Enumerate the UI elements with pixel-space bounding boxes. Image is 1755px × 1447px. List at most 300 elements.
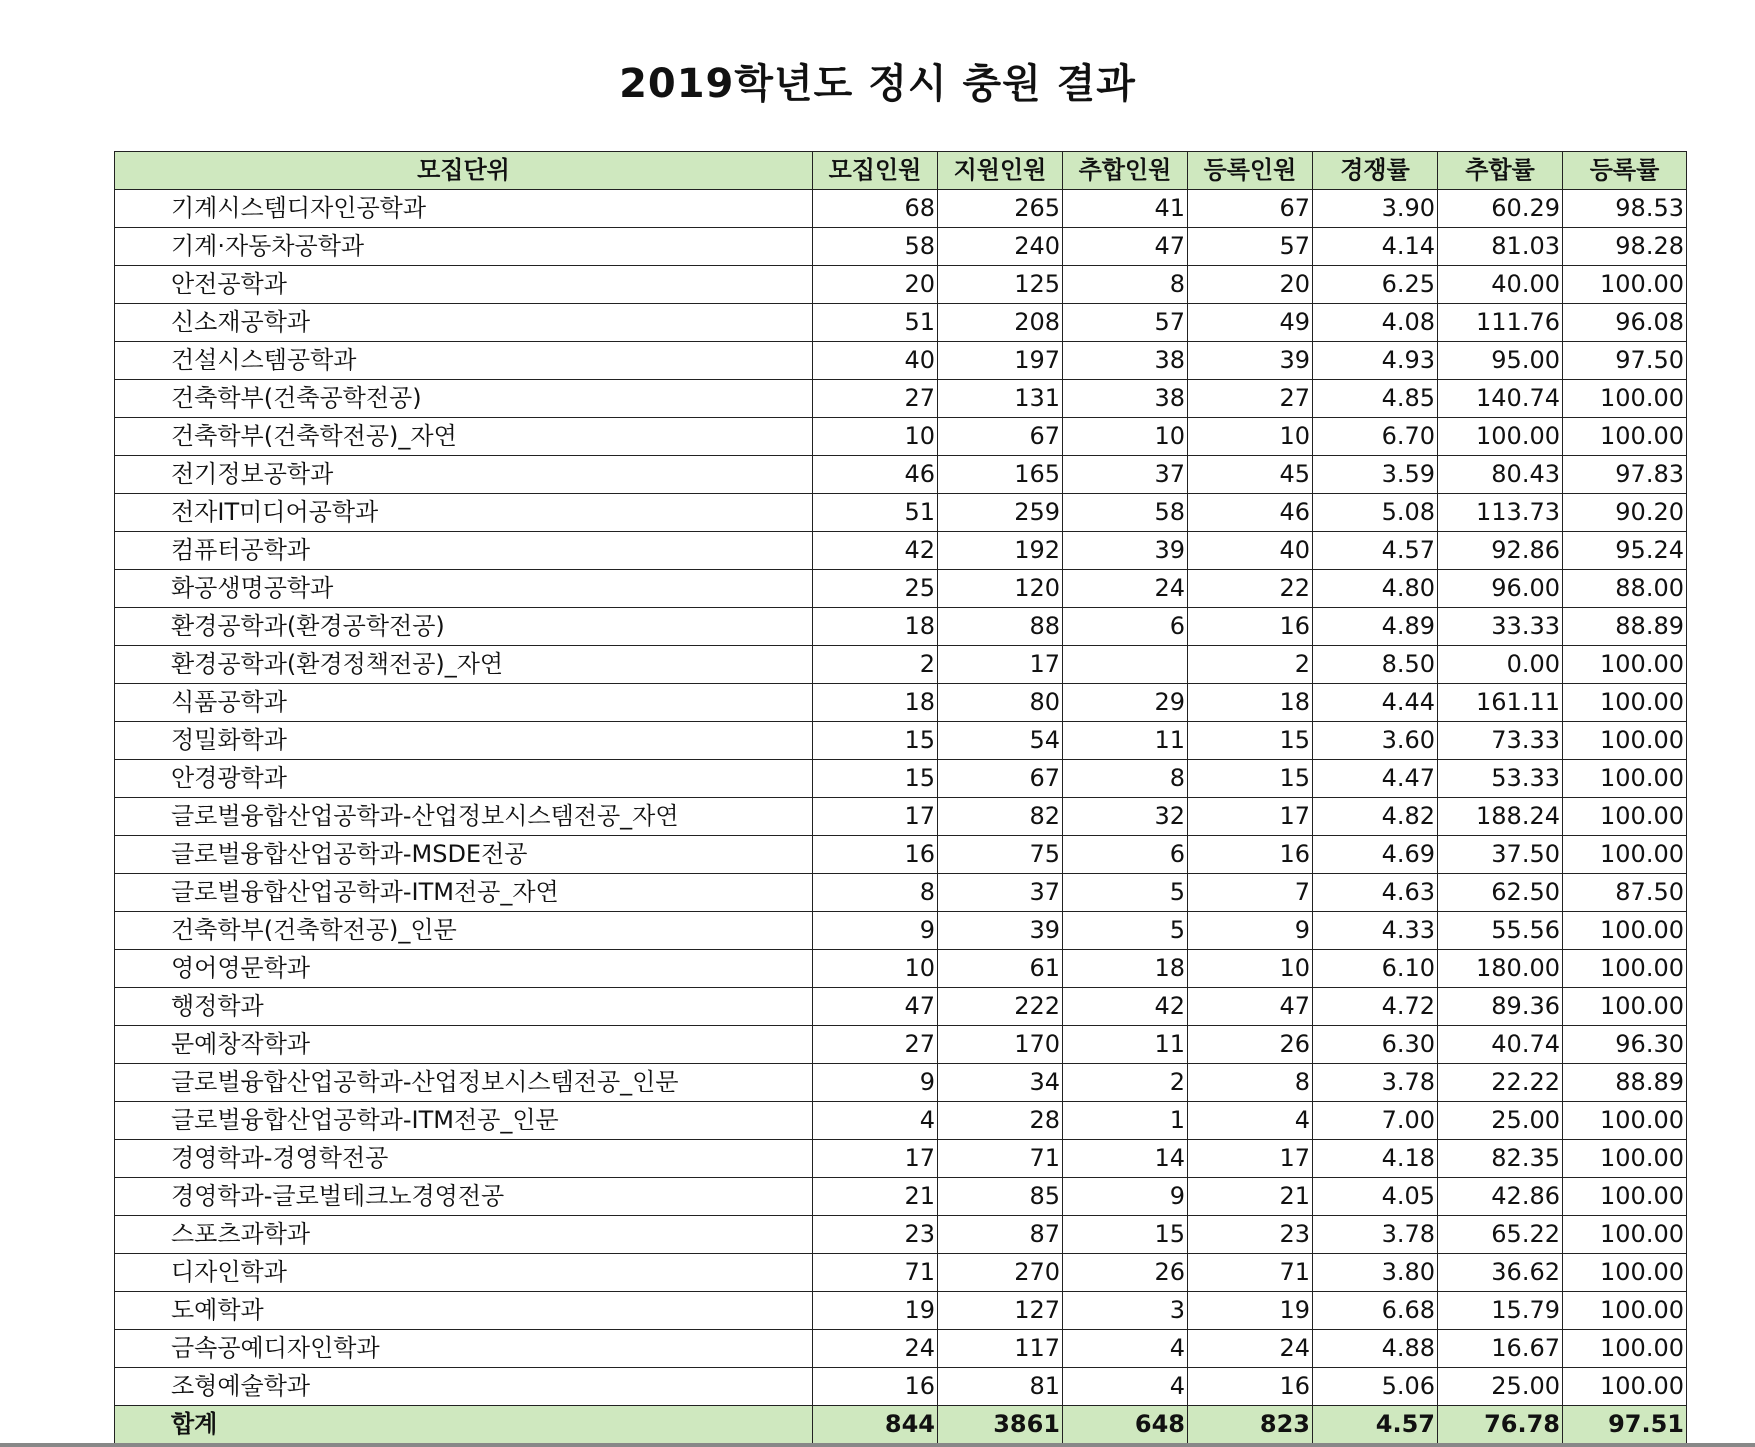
department-cell: 도예학과 — [115, 1292, 813, 1330]
value-cell: 10 — [1188, 950, 1313, 988]
value-cell: 37.50 — [1438, 836, 1563, 874]
value-cell: 29 — [1063, 684, 1188, 722]
value-cell: 15 — [1188, 760, 1313, 798]
value-cell: 53.33 — [1438, 760, 1563, 798]
value-cell: 3.59 — [1313, 456, 1438, 494]
value-cell: 4.18 — [1313, 1140, 1438, 1178]
value-cell: 49 — [1188, 304, 1313, 342]
value-cell: 11 — [1063, 1026, 1188, 1064]
table-row — [115, 304, 1687, 342]
value-cell: 96.00 — [1438, 570, 1563, 608]
value-cell: 71 — [813, 1254, 938, 1292]
value-cell: 259 — [938, 494, 1063, 532]
value-cell: 100.00 — [1563, 1102, 1687, 1140]
table-body — [115, 190, 1687, 1406]
value-cell: 117 — [938, 1330, 1063, 1368]
column-header: 지원인원 — [938, 152, 1063, 190]
department-cell: 건축학부(건축학전공)_자연 — [115, 418, 813, 456]
value-cell: 45 — [1188, 456, 1313, 494]
department-cell: 전자IT미디어공학과 — [115, 494, 813, 532]
department-cell: 건설시스템공학과 — [115, 342, 813, 380]
table-row — [115, 1254, 1687, 1292]
value-cell: 6.25 — [1313, 266, 1438, 304]
value-cell: 16 — [1188, 836, 1313, 874]
value-cell: 58 — [1063, 494, 1188, 532]
value-cell: 82 — [938, 798, 1063, 836]
department-cell: 전기정보공학과 — [115, 456, 813, 494]
value-cell: 8 — [1188, 1064, 1313, 1102]
value-cell: 17 — [813, 798, 938, 836]
value-cell: 131 — [938, 380, 1063, 418]
column-header: 추합률 — [1438, 152, 1563, 190]
value-cell: 88.89 — [1563, 608, 1687, 646]
value-cell: 19 — [1188, 1292, 1313, 1330]
value-cell: 23 — [1188, 1216, 1313, 1254]
value-cell: 180.00 — [1438, 950, 1563, 988]
value-cell: 38 — [1063, 342, 1188, 380]
value-cell: 36.62 — [1438, 1254, 1563, 1292]
value-cell: 40 — [813, 342, 938, 380]
department-cell: 건축학부(건축학전공)_인문 — [115, 912, 813, 950]
value-cell: 100.00 — [1563, 950, 1687, 988]
value-cell: 10 — [813, 950, 938, 988]
value-cell: 4.82 — [1313, 798, 1438, 836]
value-cell: 197 — [938, 342, 1063, 380]
value-cell: 80 — [938, 684, 1063, 722]
table-row — [115, 722, 1687, 760]
table-row — [115, 1330, 1687, 1368]
department-cell: 스포츠과학과 — [115, 1216, 813, 1254]
value-cell: 4 — [1063, 1330, 1188, 1368]
value-cell: 2 — [1188, 646, 1313, 684]
value-cell: 98.28 — [1563, 228, 1687, 266]
value-cell: 140.74 — [1438, 380, 1563, 418]
value-cell: 100.00 — [1563, 836, 1687, 874]
value-cell: 39 — [938, 912, 1063, 950]
total-value: 97.51 — [1563, 1406, 1687, 1444]
total-value: 76.78 — [1438, 1406, 1563, 1444]
value-cell: 100.00 — [1563, 646, 1687, 684]
department-cell: 환경공학과(환경정책전공)_자연 — [115, 646, 813, 684]
column-header: 추합인원 — [1063, 152, 1188, 190]
value-cell: 58 — [813, 228, 938, 266]
value-cell: 88 — [938, 608, 1063, 646]
value-cell: 6 — [1063, 608, 1188, 646]
value-cell: 32 — [1063, 798, 1188, 836]
table-row — [115, 608, 1687, 646]
value-cell: 188.24 — [1438, 798, 1563, 836]
value-cell: 27 — [813, 380, 938, 418]
value-cell: 17 — [813, 1140, 938, 1178]
value-cell: 40 — [1188, 532, 1313, 570]
total-value: 844 — [813, 1406, 938, 1444]
value-cell: 9 — [1188, 912, 1313, 950]
table-row — [115, 1026, 1687, 1064]
value-cell: 4 — [813, 1102, 938, 1140]
value-cell: 18 — [1063, 950, 1188, 988]
value-cell: 3.78 — [1313, 1064, 1438, 1102]
value-cell: 71 — [1188, 1254, 1313, 1292]
value-cell: 51 — [813, 304, 938, 342]
department-cell: 금속공예디자인학과 — [115, 1330, 813, 1368]
value-cell: 98.53 — [1563, 190, 1687, 228]
value-cell: 4.85 — [1313, 380, 1438, 418]
value-cell: 5 — [1063, 874, 1188, 912]
value-cell: 10 — [1063, 418, 1188, 456]
table-row — [115, 798, 1687, 836]
value-cell: 97.50 — [1563, 342, 1687, 380]
total-value: 3861 — [938, 1406, 1063, 1444]
value-cell: 37 — [938, 874, 1063, 912]
value-cell: 4.88 — [1313, 1330, 1438, 1368]
value-cell: 165 — [938, 456, 1063, 494]
value-cell: 100.00 — [1563, 1178, 1687, 1216]
value-cell: 27 — [1188, 380, 1313, 418]
value-cell: 120 — [938, 570, 1063, 608]
value-cell: 54 — [938, 722, 1063, 760]
value-cell: 16 — [813, 836, 938, 874]
value-cell: 100.00 — [1438, 418, 1563, 456]
value-cell: 100.00 — [1563, 1140, 1687, 1178]
value-cell: 4.14 — [1313, 228, 1438, 266]
value-cell: 4.69 — [1313, 836, 1438, 874]
department-cell: 기계시스템디자인공학과 — [115, 190, 813, 228]
value-cell: 80.43 — [1438, 456, 1563, 494]
value-cell: 100.00 — [1563, 684, 1687, 722]
value-cell: 15.79 — [1438, 1292, 1563, 1330]
value-cell: 47 — [1063, 228, 1188, 266]
value-cell: 100.00 — [1563, 1216, 1687, 1254]
value-cell: 4.57 — [1313, 532, 1438, 570]
value-cell: 113.73 — [1438, 494, 1563, 532]
value-cell: 61 — [938, 950, 1063, 988]
department-cell: 건축학부(건축공학전공) — [115, 380, 813, 418]
value-cell — [1063, 646, 1188, 684]
column-header: 모집인원 — [813, 152, 938, 190]
value-cell: 62.50 — [1438, 874, 1563, 912]
value-cell: 192 — [938, 532, 1063, 570]
value-cell: 27 — [813, 1026, 938, 1064]
value-cell: 20 — [1188, 266, 1313, 304]
department-cell: 글로벌융합산업공학과-산업정보시스템전공_자연 — [115, 798, 813, 836]
column-header: 등록률 — [1563, 152, 1687, 190]
value-cell: 22 — [1188, 570, 1313, 608]
value-cell: 75 — [938, 836, 1063, 874]
value-cell: 8.50 — [1313, 646, 1438, 684]
value-cell: 24 — [1063, 570, 1188, 608]
value-cell: 19 — [813, 1292, 938, 1330]
value-cell: 42 — [1063, 988, 1188, 1026]
value-cell: 3.78 — [1313, 1216, 1438, 1254]
table-row — [115, 1140, 1687, 1178]
value-cell: 23 — [813, 1216, 938, 1254]
department-cell: 글로벌융합산업공학과-MSDE전공 — [115, 836, 813, 874]
value-cell: 2 — [813, 646, 938, 684]
value-cell: 100.00 — [1563, 1292, 1687, 1330]
value-cell: 8 — [813, 874, 938, 912]
department-cell: 안경광학과 — [115, 760, 813, 798]
value-cell: 6.30 — [1313, 1026, 1438, 1064]
value-cell: 170 — [938, 1026, 1063, 1064]
department-cell: 식품공학과 — [115, 684, 813, 722]
value-cell: 24 — [813, 1330, 938, 1368]
value-cell: 96.30 — [1563, 1026, 1687, 1064]
value-cell: 81 — [938, 1368, 1063, 1406]
value-cell: 7 — [1188, 874, 1313, 912]
department-cell: 기계·자동차공학과 — [115, 228, 813, 266]
value-cell: 38 — [1063, 380, 1188, 418]
department-cell: 경영학과-글로벌테크노경영전공 — [115, 1178, 813, 1216]
value-cell: 6.70 — [1313, 418, 1438, 456]
table-row — [115, 1178, 1687, 1216]
value-cell: 18 — [813, 608, 938, 646]
table-row — [115, 988, 1687, 1026]
value-cell: 100.00 — [1563, 1330, 1687, 1368]
value-cell: 6.10 — [1313, 950, 1438, 988]
value-cell: 1 — [1063, 1102, 1188, 1140]
table-row — [115, 228, 1687, 266]
value-cell: 40.74 — [1438, 1026, 1563, 1064]
value-cell: 51 — [813, 494, 938, 532]
value-cell: 270 — [938, 1254, 1063, 1292]
value-cell: 41 — [1063, 190, 1188, 228]
value-cell: 4.47 — [1313, 760, 1438, 798]
value-cell: 46 — [813, 456, 938, 494]
value-cell: 85 — [938, 1178, 1063, 1216]
total-value: 648 — [1063, 1406, 1188, 1444]
value-cell: 46 — [1188, 494, 1313, 532]
results-table — [114, 151, 1687, 1444]
value-cell: 127 — [938, 1292, 1063, 1330]
value-cell: 68 — [813, 190, 938, 228]
value-cell: 37 — [1063, 456, 1188, 494]
table-row — [115, 1216, 1687, 1254]
value-cell: 4.33 — [1313, 912, 1438, 950]
table-row — [115, 1102, 1687, 1140]
value-cell: 9 — [813, 1064, 938, 1102]
value-cell: 8 — [1063, 266, 1188, 304]
value-cell: 4.93 — [1313, 342, 1438, 380]
value-cell: 26 — [1063, 1254, 1188, 1292]
value-cell: 47 — [813, 988, 938, 1026]
value-cell: 57 — [1188, 228, 1313, 266]
table-row — [115, 912, 1687, 950]
value-cell: 21 — [813, 1178, 938, 1216]
value-cell: 33.33 — [1438, 608, 1563, 646]
column-header: 경쟁률 — [1313, 152, 1438, 190]
value-cell: 20 — [813, 266, 938, 304]
value-cell: 0.00 — [1438, 646, 1563, 684]
department-cell: 행정학과 — [115, 988, 813, 1026]
value-cell: 34 — [938, 1064, 1063, 1102]
value-cell: 100.00 — [1563, 380, 1687, 418]
table-row — [115, 532, 1687, 570]
value-cell: 265 — [938, 190, 1063, 228]
department-cell: 조형예술학과 — [115, 1368, 813, 1406]
column-header: 등록인원 — [1188, 152, 1313, 190]
value-cell: 17 — [1188, 1140, 1313, 1178]
value-cell: 6 — [1063, 836, 1188, 874]
value-cell: 90.20 — [1563, 494, 1687, 532]
value-cell: 100.00 — [1563, 1254, 1687, 1292]
value-cell: 60.29 — [1438, 190, 1563, 228]
value-cell: 17 — [1188, 798, 1313, 836]
value-cell: 67 — [938, 760, 1063, 798]
value-cell: 4.05 — [1313, 1178, 1438, 1216]
value-cell: 57 — [1063, 304, 1188, 342]
department-cell: 글로벌융합산업공학과-ITM전공_인문 — [115, 1102, 813, 1140]
value-cell: 28 — [938, 1102, 1063, 1140]
value-cell: 6.68 — [1313, 1292, 1438, 1330]
value-cell: 111.76 — [1438, 304, 1563, 342]
table-row — [115, 836, 1687, 874]
value-cell: 87.50 — [1563, 874, 1687, 912]
value-cell: 11 — [1063, 722, 1188, 760]
value-cell: 4.72 — [1313, 988, 1438, 1026]
department-cell: 안전공학과 — [115, 266, 813, 304]
header-row — [115, 152, 1687, 190]
table-row — [115, 1064, 1687, 1102]
value-cell: 16 — [1188, 608, 1313, 646]
value-cell: 4.63 — [1313, 874, 1438, 912]
department-cell: 영어영문학과 — [115, 950, 813, 988]
value-cell: 39 — [1188, 342, 1313, 380]
value-cell: 96.08 — [1563, 304, 1687, 342]
value-cell: 7.00 — [1313, 1102, 1438, 1140]
department-cell: 신소재공학과 — [115, 304, 813, 342]
value-cell: 47 — [1188, 988, 1313, 1026]
value-cell: 222 — [938, 988, 1063, 1026]
department-cell: 문예창작학과 — [115, 1026, 813, 1064]
value-cell: 18 — [813, 684, 938, 722]
value-cell: 15 — [1063, 1216, 1188, 1254]
value-cell: 67 — [1188, 190, 1313, 228]
page-title: 2019학년도 정시 충원 결과 — [619, 61, 1136, 107]
value-cell: 42.86 — [1438, 1178, 1563, 1216]
value-cell: 100.00 — [1563, 988, 1687, 1026]
table-row — [115, 342, 1687, 380]
value-cell: 5.08 — [1313, 494, 1438, 532]
value-cell: 73.33 — [1438, 722, 1563, 760]
value-cell: 25.00 — [1438, 1102, 1563, 1140]
table-row — [115, 190, 1687, 228]
value-cell: 100.00 — [1563, 760, 1687, 798]
value-cell: 100.00 — [1563, 418, 1687, 456]
value-cell: 22.22 — [1438, 1064, 1563, 1102]
value-cell: 9 — [1063, 1178, 1188, 1216]
value-cell: 208 — [938, 304, 1063, 342]
department-cell: 경영학과-경영학전공 — [115, 1140, 813, 1178]
value-cell: 16 — [813, 1368, 938, 1406]
value-cell: 65.22 — [1438, 1216, 1563, 1254]
value-cell: 4.08 — [1313, 304, 1438, 342]
value-cell: 240 — [938, 228, 1063, 266]
value-cell: 3 — [1063, 1292, 1188, 1330]
table-row — [115, 684, 1687, 722]
value-cell: 4.89 — [1313, 608, 1438, 646]
value-cell: 16.67 — [1438, 1330, 1563, 1368]
total-value: 4.57 — [1313, 1406, 1438, 1444]
value-cell: 67 — [938, 418, 1063, 456]
value-cell: 95.24 — [1563, 532, 1687, 570]
value-cell: 24 — [1188, 1330, 1313, 1368]
value-cell: 89.36 — [1438, 988, 1563, 1026]
value-cell: 5 — [1063, 912, 1188, 950]
value-cell: 42 — [813, 532, 938, 570]
table-row — [115, 760, 1687, 798]
value-cell: 39 — [1063, 532, 1188, 570]
table-row — [115, 570, 1687, 608]
table-row — [115, 456, 1687, 494]
value-cell: 95.00 — [1438, 342, 1563, 380]
total-value: 823 — [1188, 1406, 1313, 1444]
value-cell: 15 — [1188, 722, 1313, 760]
value-cell: 8 — [1063, 760, 1188, 798]
value-cell: 14 — [1063, 1140, 1188, 1178]
department-cell: 정밀화학과 — [115, 722, 813, 760]
value-cell: 10 — [813, 418, 938, 456]
value-cell: 17 — [938, 646, 1063, 684]
value-cell: 125 — [938, 266, 1063, 304]
value-cell: 97.83 — [1563, 456, 1687, 494]
value-cell: 100.00 — [1563, 798, 1687, 836]
department-cell: 환경공학과(환경공학전공) — [115, 608, 813, 646]
value-cell: 88.00 — [1563, 570, 1687, 608]
department-cell: 컴퓨터공학과 — [115, 532, 813, 570]
value-cell: 100.00 — [1563, 912, 1687, 950]
value-cell: 55.56 — [1438, 912, 1563, 950]
value-cell: 16 — [1188, 1368, 1313, 1406]
value-cell: 100.00 — [1563, 1368, 1687, 1406]
value-cell: 4.44 — [1313, 684, 1438, 722]
value-cell: 3.80 — [1313, 1254, 1438, 1292]
value-cell: 40.00 — [1438, 266, 1563, 304]
value-cell: 21 — [1188, 1178, 1313, 1216]
value-cell: 9 — [813, 912, 938, 950]
value-cell: 3.60 — [1313, 722, 1438, 760]
value-cell: 4 — [1188, 1102, 1313, 1140]
value-cell: 92.86 — [1438, 532, 1563, 570]
department-cell: 화공생명공학과 — [115, 570, 813, 608]
value-cell: 26 — [1188, 1026, 1313, 1064]
table-row — [115, 950, 1687, 988]
table-row — [115, 266, 1687, 304]
table-row — [115, 1292, 1687, 1330]
value-cell: 161.11 — [1438, 684, 1563, 722]
value-cell: 81.03 — [1438, 228, 1563, 266]
value-cell: 100.00 — [1563, 722, 1687, 760]
value-cell: 4 — [1063, 1368, 1188, 1406]
value-cell: 88.89 — [1563, 1064, 1687, 1102]
department-cell: 디자인학과 — [115, 1254, 813, 1292]
table-row — [115, 874, 1687, 912]
value-cell: 10 — [1188, 418, 1313, 456]
table-row — [115, 418, 1687, 456]
value-cell: 25 — [813, 570, 938, 608]
value-cell: 71 — [938, 1140, 1063, 1178]
value-cell: 3.90 — [1313, 190, 1438, 228]
value-cell: 25.00 — [1438, 1368, 1563, 1406]
value-cell: 4.80 — [1313, 570, 1438, 608]
value-cell: 100.00 — [1563, 266, 1687, 304]
table-row — [115, 646, 1687, 684]
total-label: 합계 — [115, 1406, 813, 1444]
table-row — [115, 380, 1687, 418]
value-cell: 5.06 — [1313, 1368, 1438, 1406]
value-cell: 18 — [1188, 684, 1313, 722]
total-row — [115, 1406, 1687, 1444]
bottom-divider — [0, 1443, 1755, 1447]
